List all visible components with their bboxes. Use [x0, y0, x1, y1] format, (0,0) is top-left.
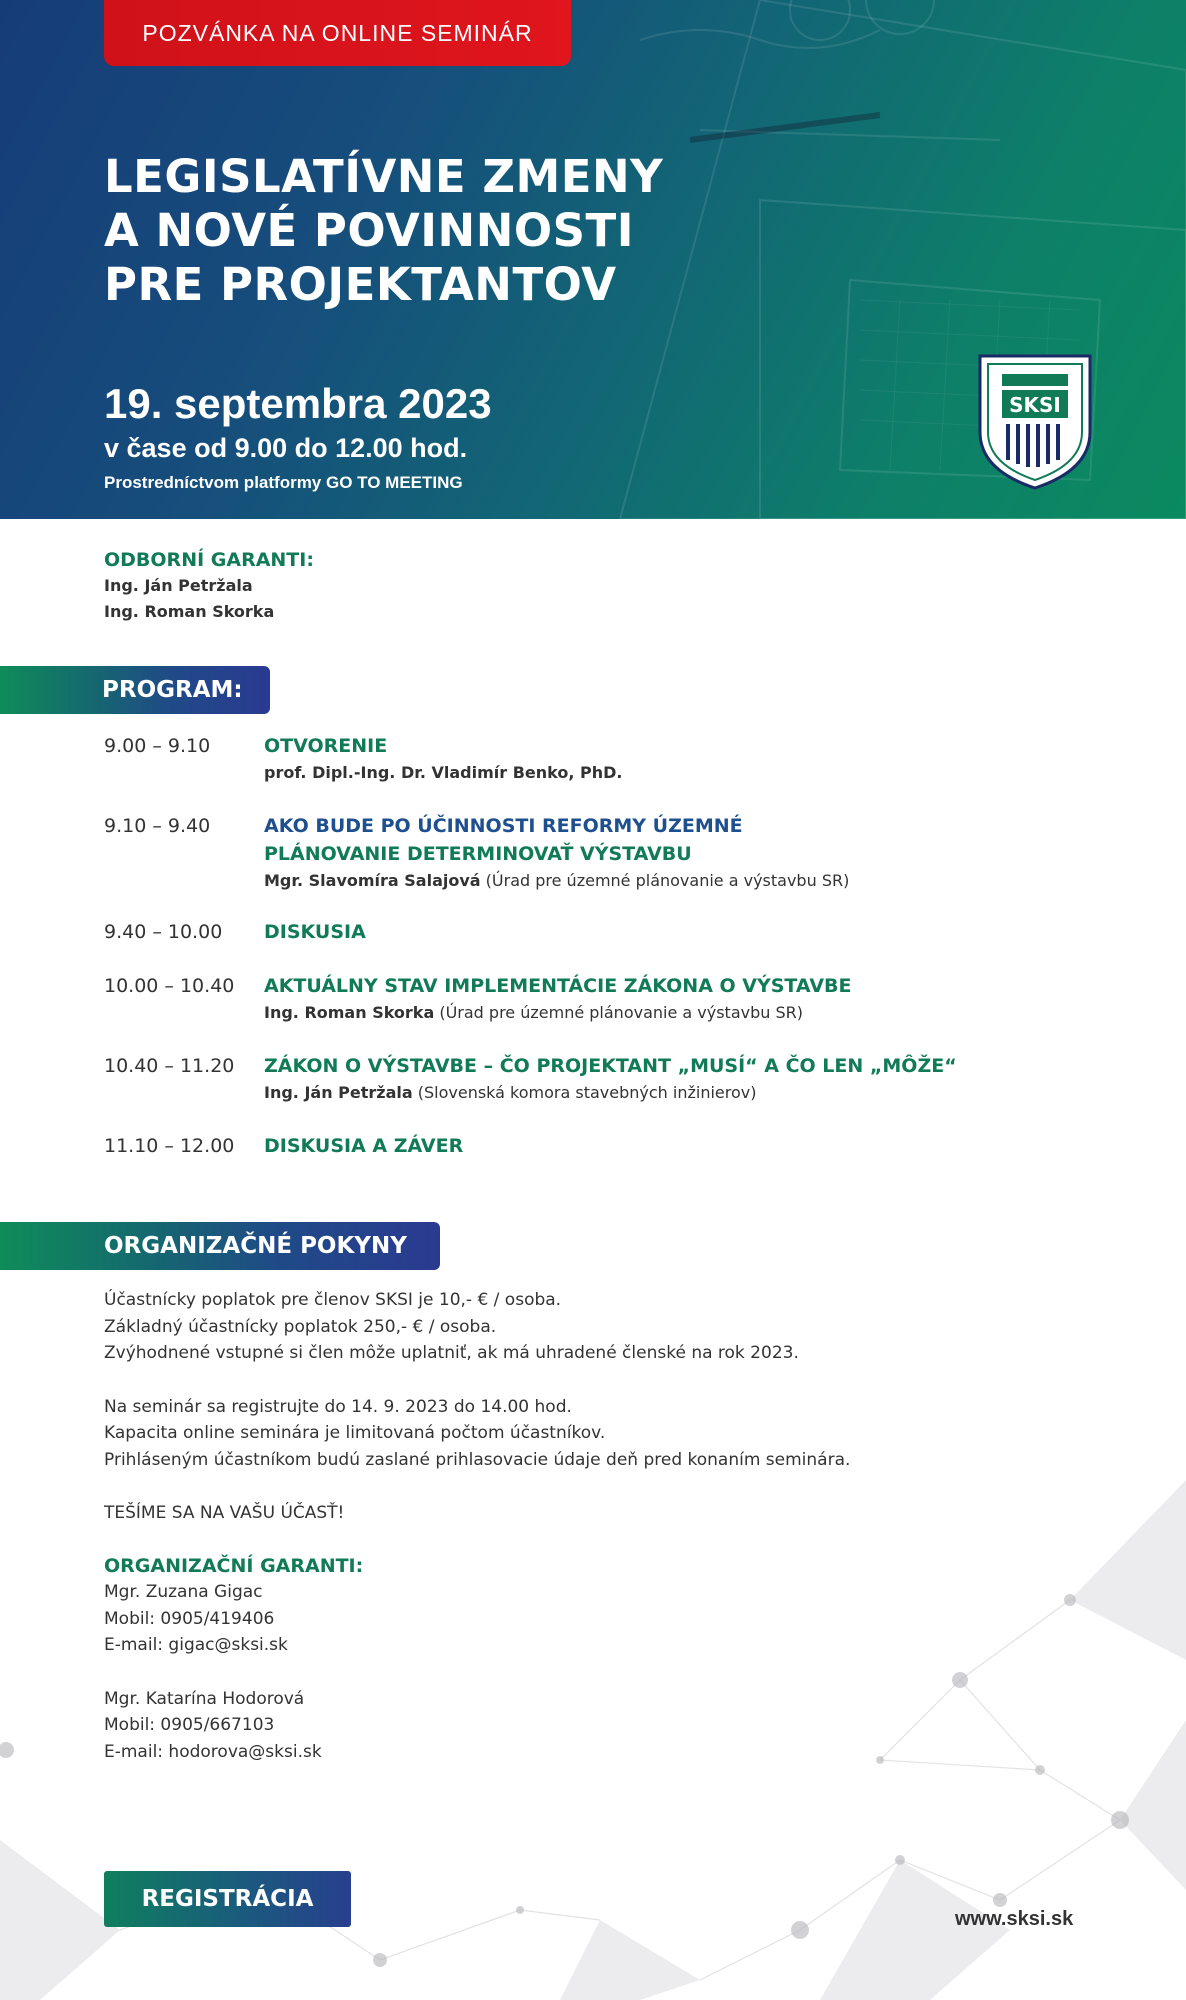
- program-speaker: [264, 1000, 1104, 1026]
- closing-line: TEŠÍME SA NA VAŠU ÚČASŤ!: [104, 1503, 345, 1523]
- speaker-name: Ing. Roman Skorka: [264, 1003, 435, 1022]
- program-speaker: [264, 1080, 1104, 1106]
- seminar-time: v čase od 9.00 do 12.00 hod.: [104, 433, 468, 463]
- registration-line: Kapacita online seminára je limitovaná počtom účastníkov.: [104, 1423, 606, 1443]
- program-time: 10.00 – 10.40: [104, 975, 235, 997]
- invitation-badge: POZVÁNKA NA ONLINE SEMINÁR: [104, 0, 571, 66]
- contacts-heading: ORGANIZAČNÍ GARANTI:: [104, 1555, 364, 1577]
- contact-phone: Mobil: 0905/667103: [104, 1715, 275, 1735]
- program-title: AKTUÁLNY STAV IMPLEMENTÁCIE ZÁKONA O VÝSTAVBE: [264, 975, 852, 997]
- fee-line: Účastnícky poplatok pre členov SKSI je 10,- € / osoba.: [104, 1290, 562, 1310]
- expert-guarantor: Ing. Ján Petržala: [104, 576, 253, 595]
- contact-email: E-mail: hodorova@sksi.sk: [104, 1741, 322, 1762]
- program-time: 9.00 – 9.10: [104, 735, 211, 757]
- spacer: [104, 1659, 704, 1686]
- expert-guarantors: [104, 547, 314, 625]
- contact-phone: Mobil: 0905/419406: [104, 1608, 275, 1629]
- program-time: 9.10 – 9.40: [104, 815, 211, 837]
- contact-email: E-mail: gigac@sksi.sk: [104, 1635, 288, 1655]
- speaker-name: prof. Dipl.-Ing. Dr. Vladimír Benko, PhD.: [264, 763, 623, 782]
- contact-name: Mgr. Zuzana Gigac: [104, 1582, 263, 1602]
- contact-name: Mgr. Katarína Hodorová: [104, 1688, 305, 1709]
- registration-button[interactable]: REGISTRÁCIA: [104, 1871, 351, 1927]
- fee-line: Základný účastnícky poplatok 250,- € / osoba.: [104, 1316, 497, 1337]
- program-title: OTVORENIE: [264, 735, 388, 757]
- program-title: DISKUSIA A ZÁVER: [264, 1135, 464, 1157]
- title-line: LEGISLATÍVNE ZMENY: [104, 150, 664, 203]
- seminar-platform: Prostredníctvom platformy GO TO MEETING: [104, 473, 463, 492]
- title-line: A NOVÉ POVINNOSTI: [104, 204, 634, 257]
- program-time: 10.40 – 11.20: [104, 1055, 235, 1077]
- program-title: ZÁKON O VÝSTAVBE – ČO PROJEKTANT „MUSÍ“ A ČO LEN „MÔŽE“: [264, 1055, 957, 1077]
- speaker-affiliation: (Slovenská komora stavebných inžinierov): [412, 1083, 757, 1102]
- website-link[interactable]: www.sksi.sk: [955, 1908, 1074, 1930]
- registration-line: Prihláseným účastníkom budú zaslané prihlasovacie údaje deň pred konaním seminára.: [104, 1449, 851, 1470]
- organization-heading: ORGANIZAČNÉ POKYNY: [0, 1222, 440, 1270]
- speaker-name: Mgr. Slavomíra Salajová: [264, 871, 481, 890]
- speaker-name: Ing. Ján Petržala: [264, 1083, 413, 1102]
- logo-text: SKSI: [1009, 393, 1061, 417]
- seminar-title: [104, 150, 824, 312]
- seminar-date: 19. septembra 2023: [104, 380, 492, 427]
- program-title: DISKUSIA: [264, 921, 366, 943]
- sksi-logo: [976, 352, 1094, 492]
- program-heading: PROGRAM:: [0, 666, 270, 714]
- organization-contacts: [104, 1553, 704, 1765]
- title-line: PRE PROJEKTANTOV: [104, 258, 617, 311]
- program-title-line: PLÁNOVANIE DETERMINOVAŤ VÝSTAVBU: [264, 843, 692, 865]
- speaker-affiliation: (Úrad pre územné plánovanie a výstavbu SR): [434, 1003, 803, 1022]
- spacer: [104, 1473, 1004, 1500]
- program-time: 11.10 – 12.00: [104, 1135, 235, 1157]
- expert-guarantors-heading: ODBORNÍ GARANTI:: [104, 549, 314, 571]
- expert-guarantor: Ing. Roman Skorka: [104, 602, 275, 621]
- program-speaker: [264, 760, 1104, 786]
- header-banner: [0, 0, 1186, 519]
- program-title-line: AKO BUDE PO ÚČINNOSTI REFORMY ÚZEMNÉ: [264, 815, 743, 837]
- speaker-affiliation: (Úrad pre územné plánovanie a výstavbu SR): [480, 871, 850, 890]
- registration-line: Na seminár sa registrujte do 14. 9. 2023 do 14.00 hod.: [104, 1396, 572, 1417]
- organization-instructions: [104, 1287, 1004, 1527]
- program-time: 9.40 – 10.00: [104, 921, 223, 943]
- spacer: [104, 1367, 1004, 1394]
- fee-line: Zvýhodnené vstupné si člen môže uplatniť, ak má uhradené členské na rok 2023.: [104, 1343, 799, 1363]
- program-speaker: [264, 868, 1104, 894]
